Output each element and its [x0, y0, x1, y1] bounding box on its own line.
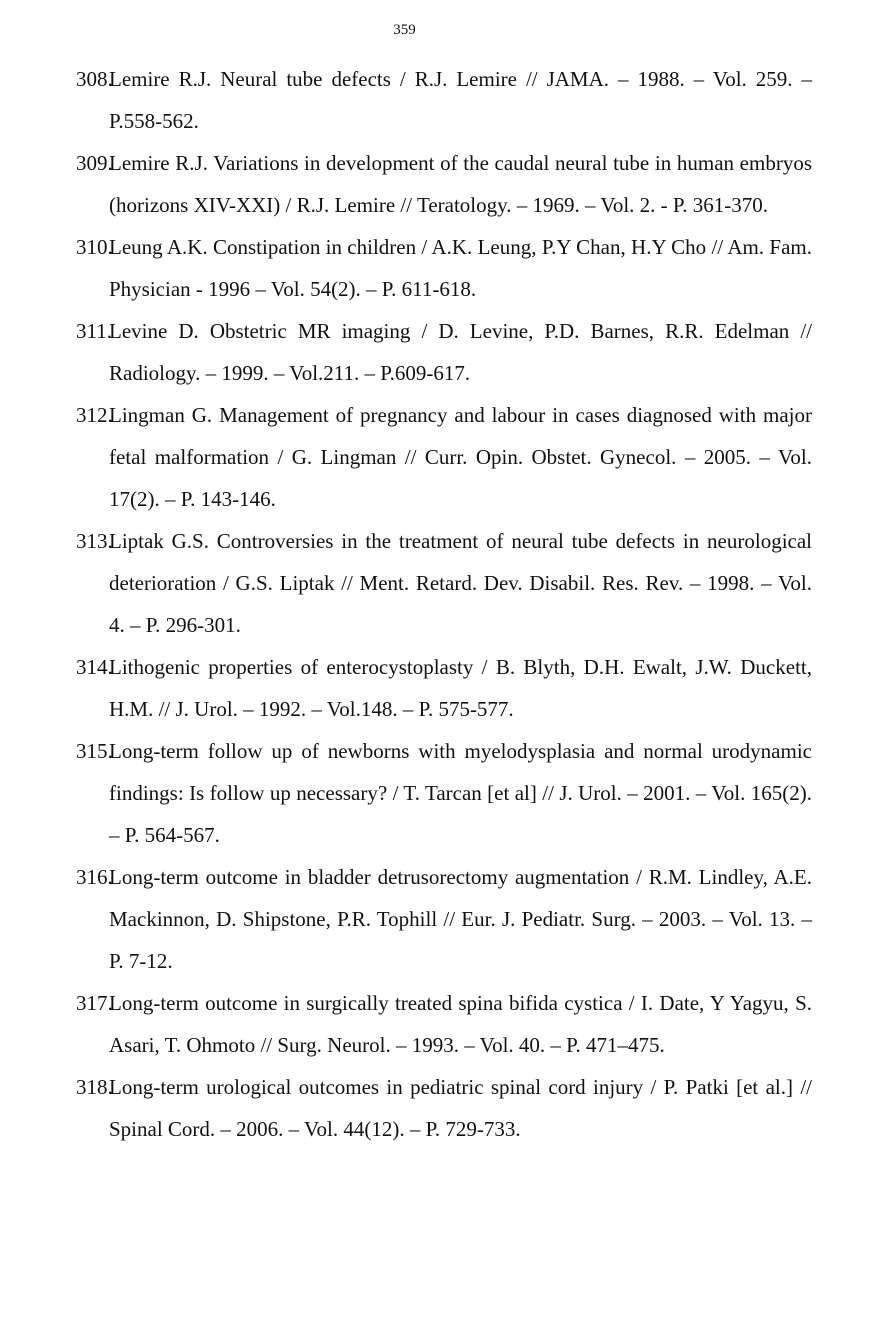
reference-item — [76, 394, 812, 520]
reference-item — [76, 1066, 812, 1150]
reference-text: Lemire R.J. Neural tube defects / R.J. Lemire // JAMA. – 1988. – Vol. 259. – P.558-562. — [109, 67, 812, 133]
reference-text: Long-term outcome in bladder detrusorectomy augmentation / R.M. Lindley, A.E. Mackinnon, D. Shipstone, P.R. Tophill // Eur. J. Pediatr. Surg. – 2003. – Vol. 13. – P. 7-12. — [109, 865, 812, 973]
reference-number: 313. — [76, 529, 113, 553]
reference-item — [76, 646, 812, 730]
reference-text: Lemire R.J. Variations in development of the caudal neural tube in human embryos (horizons XIV-XXI) / R.J. Lemire // Teratology. – 1969. – Vol. 2. - P. 361-370. — [109, 151, 812, 217]
page-number: 359 — [393, 22, 416, 38]
reference-text: Leung A.K. Constipation in children / A.K. Leung, P.Y Chan, H.Y Cho // Am. Fam. Physician - 1996 – Vol. 54(2). – P. 611-618. — [109, 235, 812, 301]
reference-number: 311. — [76, 319, 112, 343]
reference-item — [76, 226, 812, 310]
reference-item — [76, 856, 812, 982]
reference-item — [76, 58, 812, 142]
reference-text: Long-term follow up of newborns with myelodysplasia and normal urodynamic findings: Is follow up necessary? / T. Tarcan [et al] // J. Urol. – 2001. – Vol. 165(2). – P. 564-567. — [109, 739, 812, 847]
reference-number: 317. — [76, 991, 113, 1015]
reference-list — [76, 58, 812, 1150]
reference-item — [76, 982, 812, 1066]
reference-text: Lingman G. Management of pregnancy and labour in cases diagnosed with major fetal malformation / G. Lingman // Curr. Opin. Obstet. Gynecol. – 2005. – Vol. 17(2). – P. 143-146. — [109, 403, 812, 511]
reference-text: Liptak G.S. Controversies in the treatment of neural tube defects in neurological deterioration / G.S. Liptak // Ment. Retard. Dev. Disabil. Res. Rev. – 1998. – Vol. 4. – P. 296-301. — [109, 529, 812, 637]
reference-text: Long-term urological outcomes in pediatric spinal cord injury / P. Patki [et al.] // Spinal Cord. – 2006. – Vol. 44(12). – P. 729-733. — [109, 1075, 812, 1141]
reference-number: 308. — [76, 67, 113, 91]
reference-number: 314. — [76, 655, 113, 679]
reference-item — [76, 730, 812, 856]
reference-item — [76, 520, 812, 646]
reference-number: 312. — [76, 403, 113, 427]
reference-number: 310. — [76, 235, 113, 259]
reference-number: 315. — [76, 739, 113, 763]
reference-item — [76, 142, 812, 226]
reference-number: 309. — [76, 151, 113, 175]
reference-text: Long-term outcome in surgically treated spina bifida cystica / I. Date, Y Yagyu, S. Asari, T. Ohmoto // Surg. Neurol. – 1993. – Vol. 40. – P. 471–475. — [109, 991, 812, 1057]
reference-text: Levine D. Obstetric MR imaging / D. Levine, P.D. Barnes, R.R. Edelman // Radiology. – 1999. – Vol.211. – P.609-617. — [109, 319, 812, 385]
reference-number: 318. — [76, 1075, 113, 1099]
reference-text: Lithogenic properties of enterocystoplasty / B. Blyth, D.H. Ewalt, J.W. Duckett, H.M. // J. Urol. – 1992. – Vol.148. – P. 575-577. — [109, 655, 812, 721]
reference-item — [76, 310, 812, 394]
reference-number: 316. — [76, 865, 113, 889]
